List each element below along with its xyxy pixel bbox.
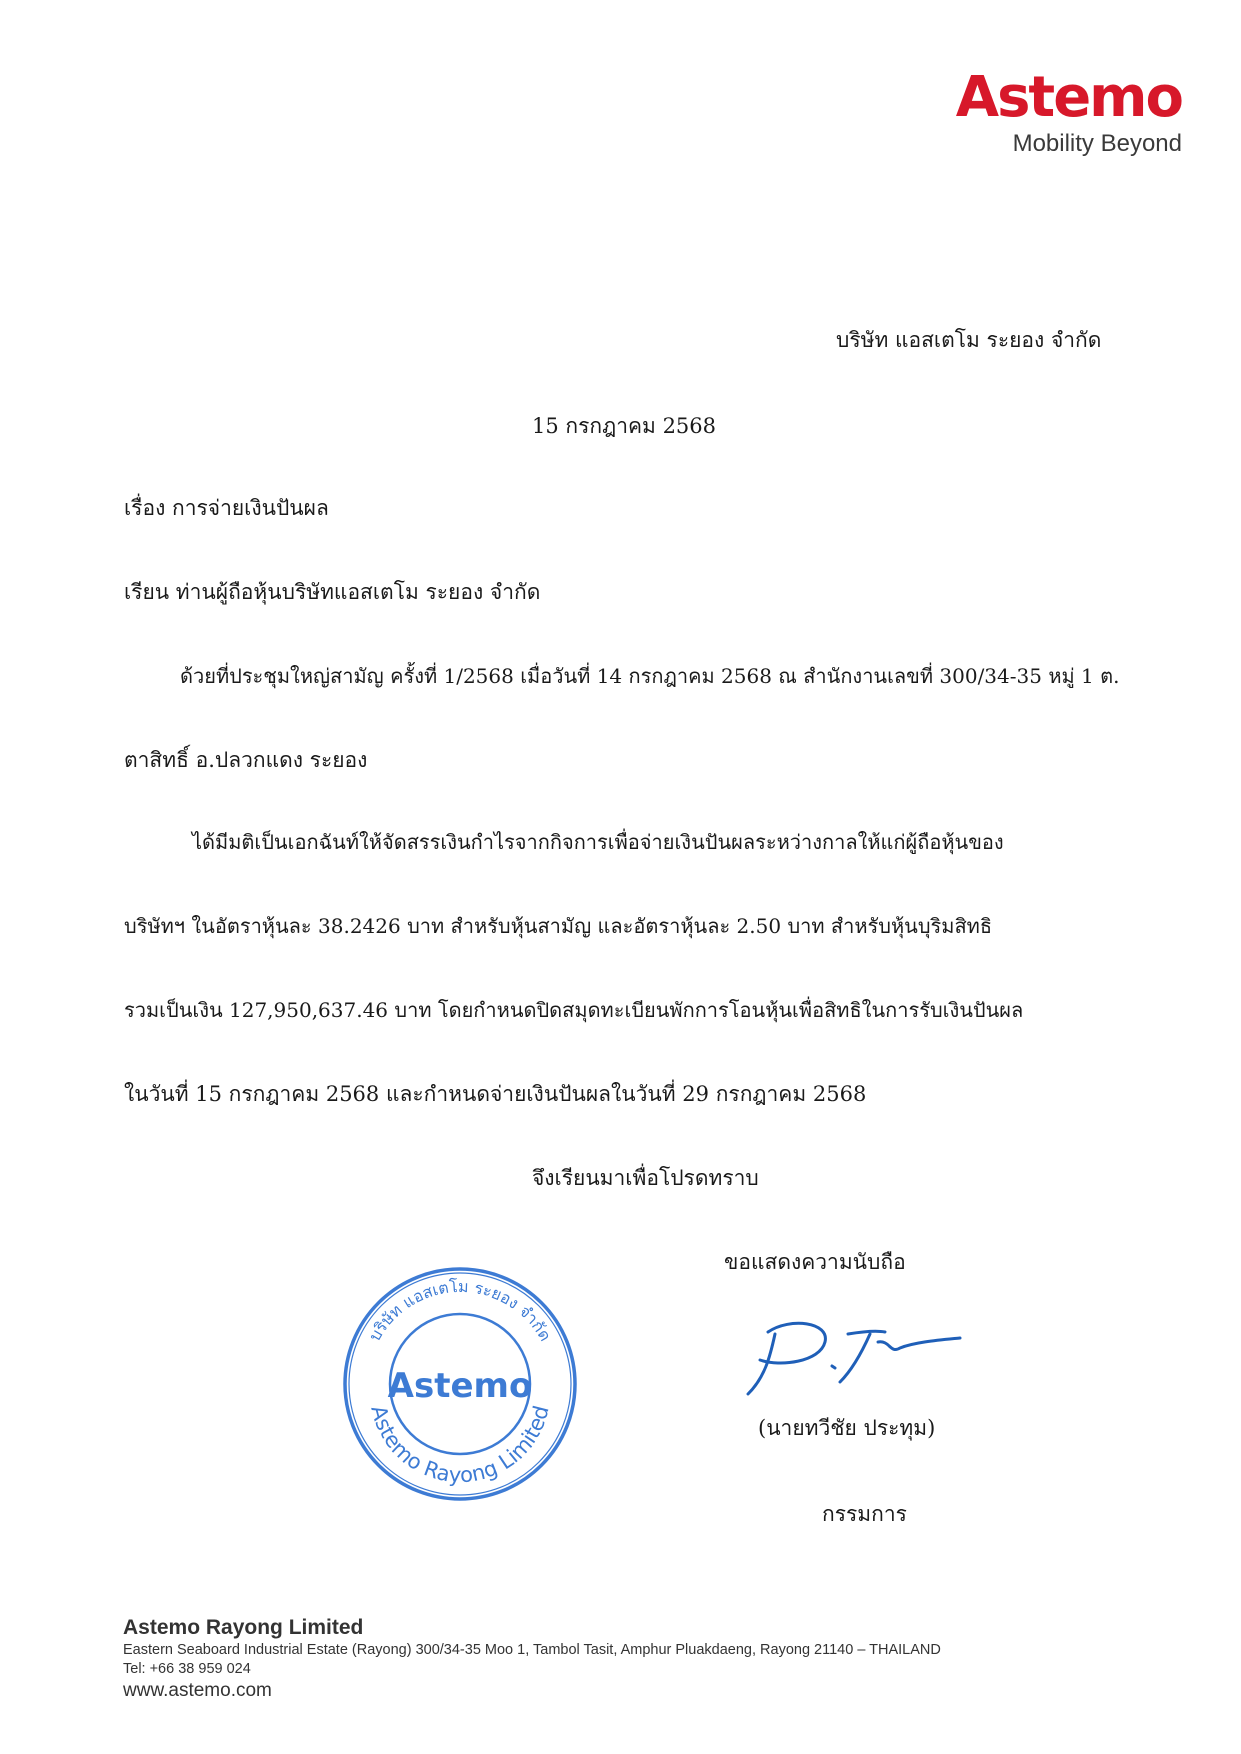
footer-address: Eastern Seaboard Industrial Estate (Rayong) 300/34-35 Moo 1, Tambol Tasit, Amphur Pluakdaeng, Rayong 21140 – THAILAND — [123, 1642, 941, 1658]
svg-text:Astemo Rayong Limited — [366, 1403, 553, 1487]
stamp-center-text: Astemo — [387, 1366, 533, 1406]
logo-brand: Astemo — [955, 65, 1182, 130]
paragraph-2-line-2: บริษัทฯ ในอัตราหุ้นละ 38.2426 บาท สำหรับหุ้นสามัญ และอัตราหุ้นละ 2.50 บาท สำหรับหุ้นบุริมสิทธิ — [124, 914, 993, 938]
company-name: บริษัท แอสเตโม ระยอง จำกัด — [836, 328, 1102, 352]
footer-company: Astemo Rayong Limited — [123, 1616, 364, 1639]
regards-line: ขอแสดงความนับถือ — [724, 1250, 906, 1274]
footer-tel: Tel: +66 38 959 024 — [123, 1661, 251, 1677]
paragraph-1-line-2: ตาสิทธิ์ อ.ปลวกแดง ระยอง — [124, 748, 368, 772]
company-logo — [952, 65, 1182, 158]
signatory-name: (นายทวีชัย ประทุม) — [758, 1416, 936, 1440]
letter-subject: เรื่อง การจ่ายเงินปันผล — [124, 496, 329, 520]
letter-salutation: เรียน ท่านผู้ถือหุ้นบริษัทแอสเตโม ระยอง จำกัด — [124, 580, 541, 604]
paragraph-2-line-1: ได้มีมติเป็นเอกฉันท์ให้จัดสรรเงินกำไรจากกิจการเพื่อจ่ายเงินปันผลระหว่างกาลให้แก่ผู้ถือหุ้นของ — [192, 830, 1004, 854]
paragraph-2-line-3: รวมเป็นเงิน 127,950,637.46 บาท โดยกำหนดปิดสมุดทะเบียนพักการโอนหุ้นเพื่อสิทธิในการรับเงินปันผล — [124, 998, 1024, 1022]
paragraph-2-line-4: ในวันที่ 15 กรกฎาคม 2568 และกำหนดจ่ายเงินปันผลในวันที่ 29 กรกฎาคม 2568 — [124, 1082, 867, 1106]
svg-text:บริษัท แอสเตโม ระยอง จำกัด — [365, 1277, 555, 1344]
footer-website-link[interactable]: www.astemo.com — [123, 1680, 272, 1701]
stamp-top-arc-text: บริษัท แอสเตโม ระยอง จำกัด — [364, 1276, 556, 1345]
stamp-bottom-arc-text: Astemo Rayong Limited — [366, 1402, 554, 1488]
signatory-title: กรรมการ — [822, 1502, 907, 1526]
company-stamp — [340, 1264, 580, 1504]
paragraph-1-line-1: ด้วยที่ประชุมใหญ่สามัญ ครั้งที่ 1/2568 เมื่อวันที่ 14 กรกฎาคม 2568 ณ สำนักงานเลขที่ 300/34-35 หมู่ 1 ต. — [180, 664, 1120, 688]
logo-tagline: Mobility Beyond — [1012, 130, 1182, 157]
closing-line: จึงเรียนมาเพื่อโปรดทราบ — [532, 1166, 759, 1190]
letter-date: 15 กรกฎาคม 2568 — [532, 414, 717, 438]
handwritten-signature — [740, 1312, 970, 1412]
